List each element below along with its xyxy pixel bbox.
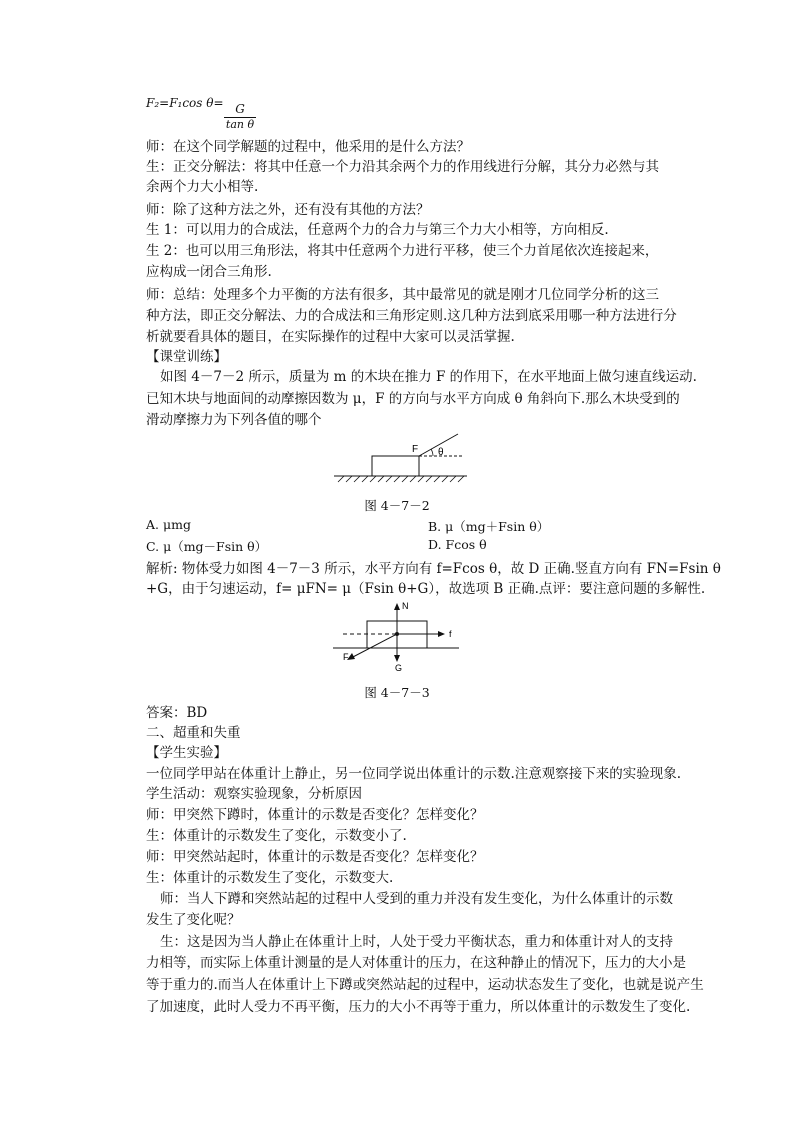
option-a: A. μmg [146, 517, 191, 532]
text-line: 生 1：可以用力的合成法，任意两个力的合力与第三个力大小相等，方向相反. [146, 222, 609, 238]
text-line: 师：总结：处理多个力平衡的方法有很多，其中最常见的就是刚才几位同学分析的这三 [146, 287, 659, 303]
angle-arc [431, 449, 433, 456]
analysis-line: 解析: 物体受力如图 4－7－3 所示，水平方向有 f=Fcos θ，故 D 正确.竖直方向有 FN=Fsin θ [146, 561, 721, 577]
label-force-f: F [343, 652, 349, 662]
text-line: 师：当人下蹲和突然站起的过程中人受到的重力并没有发生变化，为什么体重计的示数 [160, 891, 673, 907]
option-c: C. μ（mg－Fsin θ） [146, 539, 268, 554]
section-heading: 【学生实验】 [146, 745, 227, 761]
formula-fraction [224, 102, 256, 131]
text-line: 应构成一闭合三角形. [146, 264, 272, 280]
text-line: 如图 4－7－2 所示，质量为 m 的木块在推力 F 的作用下，在水平地面上做匀速直线运动. [160, 369, 697, 385]
formula-denominator: tan θ [225, 118, 255, 131]
text-line: 余两个力大小相等. [146, 179, 259, 195]
formula [146, 96, 255, 131]
text-line: 生：这是因为当人静止在体重计上时，人处于受力平衡状态，重力和体重计对人的支持 [160, 934, 673, 950]
ground-hatch [338, 476, 464, 482]
text-line: 师：除了这种方法之外，还有没有其他的方法？ [146, 202, 430, 218]
force-f-arrow [351, 634, 397, 658]
text-line: 学生活动：观察实验现象，分析原因 [146, 786, 362, 802]
section-heading: 二、超重和失重 [146, 725, 241, 741]
label-g: G [395, 663, 403, 673]
label-theta: θ [438, 447, 444, 458]
label-f: F [412, 444, 419, 455]
text-line: 生：正交分解法：将其中任意一个力沿其余两个力的作用线进行分解，其分力必然与其 [146, 159, 659, 175]
option-b: B. μ（mg＋Fsin θ） [428, 519, 550, 534]
figure-4-7-2 [334, 430, 474, 492]
label-n: N [402, 601, 409, 611]
text-line: 生 2：也可以用三角形法，将其中任意两个力进行平移，使三个力首尾依次连接起来， [146, 243, 659, 259]
analysis-line: +G，由于匀速运动，f= μFN= μ（Fsin θ+G），故选项 B 正确.点评：要注意问题的多解性. [146, 581, 706, 597]
text-line: 析就要看具体的题目，在实际操作的过程中大家可以灵活掌握. [146, 329, 515, 345]
text-line: 生：体重计的示数发生了变化，示数变小了. [146, 828, 407, 844]
label-friction: f [449, 629, 452, 639]
text-line: 滑动摩擦力为下列各值的哪个 [146, 412, 322, 428]
text-line: 师：甲突然站起时，体重计的示数是否变化？怎样变化？ [146, 849, 484, 865]
text-line: 已知木块与地面间的动摩擦因数为 μ，F 的方向与水平方向成 θ 角斜向下.那么木块受到的 [146, 391, 680, 407]
answer-line: 答案：BD [146, 705, 208, 721]
text-line: 发生了变化呢？ [146, 912, 241, 928]
text-line: 师：在这个同学解题的过程中，他采用的是什么方法？ [146, 139, 470, 155]
text-line: 种方法，即正交分解法、力的合成法和三角形定则.这几种方法到底采用哪一种方法进行分 [146, 308, 677, 324]
figure-caption: 图 4－7－3 [364, 685, 430, 700]
text-line: 师：甲突然下蹲时，体重计的示数是否变化？怎样变化？ [146, 807, 484, 823]
section-heading: 【课堂训练】 [146, 349, 227, 365]
figure-4-7-3 [333, 598, 463, 676]
wooden-block [372, 456, 419, 476]
text-line: 了加速度，此时人受力不再平衡，压力的大小不再等于重力，所以体重计的示数发生了变化. [146, 999, 691, 1015]
formula-numerator: G [224, 102, 256, 118]
formula-lhs: F₂=F₁cos θ= [146, 96, 224, 110]
text-line: 力相等，而实际上体重计测量的是人对体重计的压力，在这种静止的情况下，压力的大小是 [146, 955, 686, 971]
text-line: 生：体重计的示数发生了变化，示数变大. [146, 870, 394, 886]
text-line: 一位同学甲站在体重计上静止，另一位同学说出体重计的示数.注意观察接下来的实验现象. [146, 766, 682, 782]
figure-caption: 图 4－7－2 [364, 498, 430, 513]
text-line: 等于重力的.而当人在体重计上下蹲或突然站起的过程中，运动状态发生了变化，也就是说产生 [146, 977, 704, 993]
option-d: D. Fcos θ [428, 537, 487, 552]
